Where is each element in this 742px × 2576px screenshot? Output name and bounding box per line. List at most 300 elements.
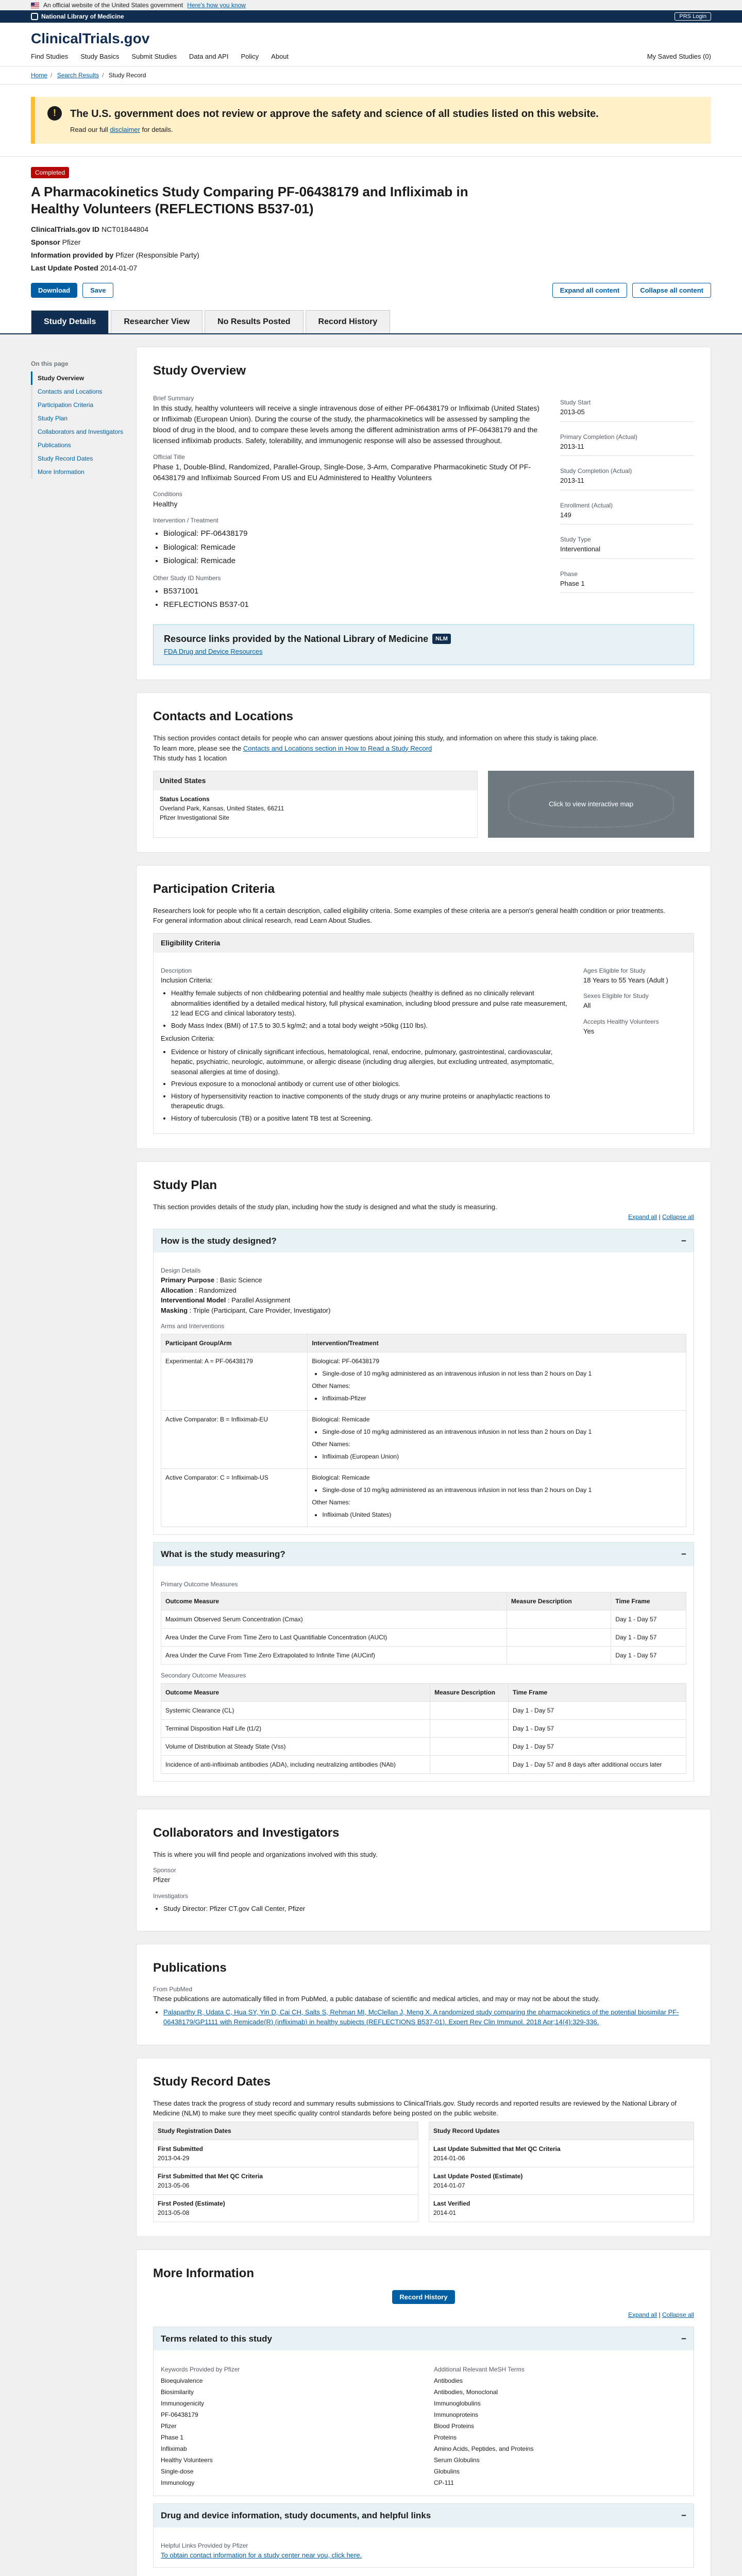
breadcrumb-search-results[interactable]: Search Results <box>57 71 99 79</box>
arm-cell: Active Comparator: C = Infliximab-US <box>161 1469 308 1527</box>
mesh-item: Blood Proteins <box>434 2422 475 2430</box>
table-row <box>429 2194 694 2222</box>
breadcrumb <box>0 66 742 84</box>
helpful-links-label: Helpful Links Provided by Pfizer <box>161 2541 248 2549</box>
intervention-item: • Biological: Remicade <box>163 542 539 554</box>
location-count: This study has 1 location <box>153 754 227 762</box>
us-flag-icon <box>31 3 39 8</box>
brief-summary: In this study, healthy volunteers will receive a single intravenous dose of either PF-06438179 or Infliximab (United States) or Infliximab (European Union). During the course of the study, the pharmacokinetics will be assessed by sampling the blood of drug in the blood, and to compare these levels among the different administration arms of PF-06438179 and the licensed infliximab products. Safety, tolerability, and immunogenic response will also be assessed throughout. <box>153 404 539 445</box>
table-row <box>161 1737 686 1755</box>
outcome-timeframe: Day 1 - Day 57 <box>611 1628 686 1646</box>
tab-record-history[interactable]: Record History <box>306 310 391 333</box>
disclaimer-section <box>0 84 742 157</box>
mesh-item: Antibodies <box>434 2377 463 2384</box>
info-label: Information provided by <box>31 251 114 259</box>
disclaimer-body <box>70 125 599 135</box>
table-row <box>161 1469 686 1527</box>
outcome-measure: Incidence of anti-infliximab antibodies (ADA), including neutralizing antibodies (NAb) <box>161 1755 430 1773</box>
fact-study-start <box>560 387 694 422</box>
design-row: Masking : Triple (Participant, Care Provider, Investigator) <box>161 1306 331 1314</box>
page-toc <box>31 347 124 2576</box>
keyword-item: Immunology <box>161 2479 195 2486</box>
location-city: Overland Park, Kansas, United States, 66211 <box>160 804 284 812</box>
nct-id-label: ClinicalTrials.gov ID <box>31 225 100 233</box>
intervention-detail-list <box>312 1369 682 1378</box>
table-header: Intervention/Treatment <box>308 1334 686 1352</box>
outcome-measure: Area Under the Curve From Time Zero to Last Quantifiable Concentration (AUCt) <box>161 1628 507 1646</box>
nlm-resources <box>153 624 694 666</box>
nav-saved-studies[interactable]: My Saved Studies (0) <box>647 53 711 60</box>
date-key: First Submitted <box>158 2145 204 2153</box>
more-info-section <box>136 2249 711 2576</box>
nlm-badge: NLM <box>432 634 451 645</box>
mesh-item: Immunoproteins <box>434 2411 479 2418</box>
keyword-item: Single-dose <box>161 2468 194 2475</box>
drug-info-heading: Drug and device information, study documents, and helpful links <box>161 2511 431 2520</box>
intervention-name: Biological: Remicade <box>312 1416 370 1423</box>
plan-intro: This section provides details of the study plan, including how the study is designed and what the study is measuring. <box>153 1203 497 1211</box>
tab-researcher-view[interactable]: Researcher View <box>111 310 203 333</box>
download-button[interactable]: Download <box>31 283 77 298</box>
other-names-label: Other Names: <box>312 1382 351 1389</box>
location-row <box>154 790 477 826</box>
info-line <box>31 250 711 261</box>
date-value: 2013-05-08 <box>158 2209 190 2216</box>
outcome-measure: Volume of Distribution at Steady State (Vss) <box>161 1737 430 1755</box>
overview-facts <box>560 387 694 614</box>
toc-item-plan[interactable]: Study Plan <box>31 412 124 425</box>
investigators-list <box>153 1904 694 1914</box>
date-key: First Posted (Estimate) <box>158 2199 225 2207</box>
other-name: • Infliximab (United States) <box>322 1510 682 1519</box>
action-bar <box>31 276 711 305</box>
minus-icon: − <box>681 1235 686 1246</box>
keyword-item: Healthy Volunteers <box>161 2456 213 2464</box>
table-header: Time Frame <box>509 1683 686 1701</box>
keyword-item: Infliximab <box>161 2445 187 2452</box>
date-key: Last Update Submitted that Met QC Criteria <box>433 2145 561 2153</box>
intervention-detail-list <box>312 1485 682 1495</box>
design-heading: How is the study designed? <box>161 1235 277 1246</box>
exclusion-item: • History of tuberculosis (TB) or a positive latent TB test at Screening. <box>171 1113 568 1124</box>
fact-value: 2013-11 <box>560 442 584 450</box>
record-history-button[interactable]: Record History <box>392 2290 454 2304</box>
participation-section <box>136 865 711 1149</box>
fact-study-completion <box>560 456 694 490</box>
date-value: 2013-04-29 <box>158 2154 190 2162</box>
outcome-measure: Area Under the Curve From Time Zero Extrapolated to Infinite Time (AUCinf) <box>161 1646 507 1664</box>
registration-dates <box>153 2119 418 2222</box>
more-heading: More Information <box>153 2266 254 2280</box>
toc-item-collaborators[interactable]: Collaborators and Investigators <box>31 425 124 438</box>
pubs-from-label: From PubMed <box>153 1986 193 1993</box>
overview-left <box>153 387 539 614</box>
outcome-description <box>430 1737 509 1755</box>
main-layout <box>0 334 742 2576</box>
pubs-intro: These publications are automatically filled in from PubMed, a public database of scientific and medical articles, and may or may not be about the study. <box>153 1995 600 2003</box>
table-row <box>161 1628 686 1646</box>
ages-label: Ages Eligible for Study <box>583 967 646 974</box>
dates-heading: Study Record Dates <box>153 2074 271 2089</box>
outcome-description <box>507 1610 611 1628</box>
pubs-heading: Publications <box>153 1961 227 1975</box>
plan-collapse-all[interactable]: Collapse all <box>662 1213 694 1221</box>
table-header-row <box>161 1683 686 1701</box>
publication-item <box>163 2007 694 2027</box>
intervention-detail: • Single-dose of 10 mg/kg administered as an intravenous infusion in not less than 2 hours on Day 1 <box>322 1427 682 1436</box>
collaborators-section <box>136 1809 711 1932</box>
drug-info-accordion <box>153 2503 694 2568</box>
design-value: Basic Science <box>220 1276 262 1284</box>
arm-cell: Active Comparator: B = Infliximab-EU <box>161 1411 308 1469</box>
fact-label: Study Start <box>560 399 591 406</box>
toc-item-contacts[interactable]: Contacts and Locations <box>31 385 124 398</box>
design-value: Parallel Assignment <box>231 1296 291 1304</box>
terms-accordion <box>153 2327 694 2497</box>
table-header: Outcome Measure <box>161 1592 507 1610</box>
sponsor-line <box>31 237 711 248</box>
collab-inv-label: Investigators <box>153 1892 189 1900</box>
secondary-outcomes-label: Secondary Outcome Measures <box>161 1671 246 1679</box>
outcome-timeframe: Day 1 - Day 57 <box>611 1610 686 1628</box>
nlm-logo-icon <box>31 13 38 20</box>
mesh-item: Immunoglobulins <box>434 2400 481 2407</box>
healthy-label: Accepts Healthy Volunteers <box>583 1018 659 1025</box>
design-accordion-header[interactable] <box>154 1229 694 1253</box>
outcome-measure: Maximum Observed Serum Concentration (Cmax) <box>161 1610 507 1628</box>
minus-icon: − <box>681 1549 686 1559</box>
disclaimer-alert <box>31 97 711 144</box>
dates-intro: These dates track the progress of study record and summary results submissions to ClinicalTrials.gov. Study records and reported results are reviewed by the National Library of Medicine (NLM) to make sure they meet specific quality control standards before being posted on the public website. <box>153 2099 677 2117</box>
helpful-link[interactable]: To obtain contact information for a study center near you, click here. <box>161 2551 362 2559</box>
overview-body <box>153 387 694 614</box>
minus-icon: − <box>681 2511 686 2520</box>
other-names-label: Other Names: <box>312 1440 351 1448</box>
table-header-row <box>161 1592 686 1610</box>
toc-item-overview[interactable]: Study Overview <box>31 371 124 385</box>
disclaimer-suffix: for details. <box>142 125 173 133</box>
condition-item: Healthy <box>153 500 178 508</box>
collab-heading: Collaborators and Investigators <box>153 1825 340 1840</box>
update-value: 2014-01-07 <box>100 264 138 272</box>
collapse-all-button[interactable]: Collapse all content <box>632 283 711 298</box>
table-header-row <box>429 2122 694 2140</box>
contacts-heading: Contacts and Locations <box>153 709 294 723</box>
toc-item-dates[interactable]: Study Record Dates <box>31 452 124 465</box>
date-value: 2014-01-07 <box>433 2181 465 2189</box>
content <box>136 347 711 2576</box>
registration-table <box>153 2122 418 2222</box>
interventions-label: Intervention / Treatment <box>153 517 218 524</box>
fact-label: Enrollment (Actual) <box>560 501 613 509</box>
toc-item-participation[interactable]: Participation Criteria <box>31 398 124 412</box>
tab-study-details[interactable]: Study Details <box>31 310 109 333</box>
locations-box <box>153 771 694 838</box>
status-badge: Completed <box>31 167 69 178</box>
interventions-list <box>153 528 539 567</box>
contacts-learn-link[interactable]: Contacts and Locations section in How to Read a Study Record <box>243 744 432 752</box>
secondary-outcomes-table <box>161 1683 686 1774</box>
table-header-row <box>154 2122 418 2140</box>
fact-label: Phase <box>560 570 578 578</box>
nlm-bar <box>0 10 742 23</box>
dates-columns <box>153 2119 694 2222</box>
contacts-learn <box>153 743 694 754</box>
record-tabs <box>0 310 742 334</box>
contacts-section <box>136 692 711 853</box>
exclusion-label: Exclusion Criteria: <box>161 1035 215 1042</box>
disclaimer-link[interactable]: disclaimer <box>110 125 140 133</box>
fact-value: Interventional <box>560 545 601 553</box>
fact-primary-completion <box>560 422 694 456</box>
resources-title: Resource links provided by the National Library of Medicine <box>164 633 429 644</box>
site-title[interactable]: ClinicalTrials.gov <box>31 30 150 46</box>
outcome-timeframe: Day 1 - Day 57 <box>509 1719 686 1737</box>
outcome-description <box>430 1755 509 1773</box>
other-ids-label: Other Study ID Numbers <box>153 574 221 582</box>
arm-cell: Experimental: A = PF-06438179 <box>161 1352 308 1411</box>
terms-accordion-header[interactable] <box>154 2327 694 2351</box>
design-key: Primary Purpose <box>161 1276 215 1284</box>
study-plan-section <box>136 1161 711 1797</box>
outcome-timeframe: Day 1 - Day 57 and 8 days after additional occurs later <box>509 1755 686 1773</box>
fact-value: 2013-05 <box>560 408 585 416</box>
design-value: Triple (Participant, Care Provider, Investigator) <box>193 1306 331 1314</box>
drug-info-accordion-header[interactable] <box>154 2504 694 2528</box>
keyword-item: PF-06438179 <box>161 2411 198 2418</box>
nav-submit-studies[interactable]: Submit Studies <box>131 53 177 60</box>
nav-study-basics[interactable]: Study Basics <box>80 53 120 60</box>
measure-body <box>154 1566 694 1781</box>
other-name: • Infliximab-Pfizer <box>322 1394 682 1403</box>
outcome-description <box>430 1701 509 1719</box>
outcome-timeframe: Day 1 - Day 57 <box>509 1701 686 1719</box>
nav-data-api[interactable]: Data and API <box>189 53 229 60</box>
outcome-measure: Terminal Disposition Half Life (t1/2) <box>161 1719 430 1737</box>
design-key: Allocation <box>161 1286 193 1294</box>
fda-resources-link[interactable]: FDA Drug and Device Resources <box>164 647 263 655</box>
more-collapse-all[interactable]: Collapse all <box>662 2311 694 2318</box>
mesh-item: Globulins <box>434 2468 460 2475</box>
mesh-item: Proteins <box>434 2434 457 2441</box>
more-expand-all[interactable]: Expand all <box>628 2311 657 2318</box>
collab-sponsor-label: Sponsor <box>153 1867 176 1874</box>
fact-enrollment <box>560 490 694 525</box>
resources-heading[interactable] <box>164 632 683 646</box>
design-body <box>154 1252 694 1534</box>
mesh-label: Additional Relevant MeSH Terms <box>434 2366 525 2373</box>
design-row: Primary Purpose : Basic Science <box>161 1276 262 1284</box>
location-country: United States <box>154 771 477 790</box>
tab-no-results[interactable]: No Results Posted <box>205 310 303 333</box>
other-ids-list <box>153 586 539 611</box>
date-cell <box>154 2194 418 2222</box>
inclusion-label: Inclusion Criteria: <box>161 976 213 984</box>
description-label: Description <box>161 967 192 974</box>
measure-accordion-header[interactable] <box>154 1543 694 1566</box>
nav-find-studies[interactable]: Find Studies <box>31 53 69 60</box>
outcome-timeframe: Day 1 - Day 57 <box>611 1646 686 1664</box>
expand-all-button[interactable]: Expand all content <box>552 283 628 298</box>
investigator-item: • Study Director: Pfizer CT.gov Call Center, Pfizer <box>163 1904 694 1914</box>
location-map[interactable] <box>488 771 694 838</box>
intervention-item: • Biological: Remicade <box>163 555 539 567</box>
save-button[interactable]: Save <box>82 283 113 298</box>
drug-info-body <box>154 2528 694 2568</box>
outcome-description <box>430 1719 509 1737</box>
mesh-column <box>434 2358 686 2488</box>
outcome-description <box>507 1628 611 1646</box>
publication-link[interactable]: Palaparthy R, Udata C, Hua SY, Yin D, Cai CH, Salts S, Rehman MI, McClellan J, Meng X. A randomized study comparing the pharmacokinetics of the potential biosimilar PF-06438179/GP1111 with Remicade(R) (infliximab) in healthy subjects (REFLECTIONS B537-01). Expert Rev Clin Immunol. 2018 Apr;14(4):329-336. <box>163 2008 679 2026</box>
date-cell <box>154 2167 418 2194</box>
inclusion-list <box>161 988 568 1030</box>
eligibility-description <box>161 960 568 1127</box>
date-key: First Submitted that Met QC Criteria <box>158 2172 263 2180</box>
ages-value: 18 Years to 55 Years (Adult ) <box>583 976 668 984</box>
record-history-wrap <box>153 2290 694 2304</box>
disclaimer-prefix: Read our full <box>70 125 108 133</box>
sponsor-value: Pfizer <box>62 238 81 246</box>
more-tools: Expand all | Collapse all <box>628 2311 694 2318</box>
arms-label: Arms and Interventions <box>161 1323 225 1330</box>
toc-item-publications[interactable]: Publications <box>31 438 124 452</box>
mesh-item: CP-111 <box>434 2479 454 2486</box>
table-row <box>429 2140 694 2167</box>
warning-icon: ! <box>47 106 62 121</box>
measure-accordion <box>153 1542 694 1782</box>
date-cell <box>429 2167 694 2194</box>
update-line <box>31 263 711 274</box>
intervention-name: Biological: PF-06438179 <box>312 1358 380 1365</box>
table-row <box>161 1755 686 1773</box>
participation-general: For general information about clinical research, read Learn About Studies. <box>153 917 372 924</box>
map-label: Click to view interactive map <box>549 800 633 808</box>
keyword-item: Pfizer <box>161 2422 177 2430</box>
sexes-label: Sexes Eligible for Study <box>583 992 649 999</box>
design-details-label: Design Details <box>161 1267 201 1274</box>
table-header: Measure Description <box>430 1683 509 1701</box>
nlm-logo[interactable] <box>31 12 124 21</box>
table-row <box>154 2140 418 2167</box>
table-header: Study Registration Dates <box>154 2122 418 2140</box>
primary-outcomes-table <box>161 1592 686 1665</box>
gov-banner <box>0 0 742 10</box>
exclusion-item: • Evidence or history of clinically significant infectious, hematological, renal, endocrine, pulmonary, gastrointestinal, cardiovascular, hepatic, psychiatric, neurologic, autoimmune, or allergic disease (including drug allergies, but excluding untreated, asymptomatic, seasonal allergies at time of dosing). <box>171 1047 568 1077</box>
inclusion-item: • Body Mass Index (BMI) of 17.5 to 30.5 kg/m2; and a total body weight >50kg (110 lbs). <box>171 1021 568 1031</box>
intervention-item: • Biological: PF-06438179 <box>163 528 539 540</box>
design-key: Masking <box>161 1306 188 1314</box>
plan-expand-all[interactable]: Expand all <box>628 1213 657 1221</box>
collab-intro: This is where you will find people and organizations involved with this study. <box>153 1850 378 1858</box>
nlm-name: National Library of Medicine <box>41 13 124 20</box>
location-name: Pfizer Investigational Site <box>160 814 229 821</box>
fact-phase <box>560 559 694 594</box>
table-row <box>154 2194 418 2222</box>
design-value: Randomized <box>198 1286 237 1294</box>
design-accordion <box>153 1229 694 1535</box>
update-label: Last Update Posted <box>31 264 98 272</box>
conditions-label: Conditions <box>153 490 182 498</box>
table-header: Time Frame <box>611 1592 686 1610</box>
other-names-list <box>312 1510 682 1519</box>
measure-heading: What is the study measuring? <box>161 1549 285 1559</box>
fact-label: Study Type <box>560 536 591 543</box>
table-header-row <box>161 1334 686 1352</box>
date-value: 2013-05-06 <box>158 2181 190 2189</box>
nav-policy[interactable]: Policy <box>241 53 259 60</box>
participation-heading: Participation Criteria <box>153 882 275 896</box>
plan-tools: Expand all | Collapse all <box>628 1213 694 1221</box>
update-dates <box>429 2119 694 2222</box>
sponsor-label: Sponsor <box>31 238 60 246</box>
study-header <box>0 157 742 310</box>
toc-item-more-info[interactable]: More Information <box>31 465 124 479</box>
other-id-item: • B5371001 <box>163 586 539 598</box>
date-cell <box>429 2140 694 2167</box>
intervention-detail-list <box>312 1427 682 1436</box>
date-cell <box>154 2140 418 2167</box>
keywords-column <box>161 2358 413 2488</box>
table-row <box>161 1701 686 1719</box>
nct-id <box>31 224 711 235</box>
prs-login-button[interactable]: PRS Login <box>674 12 711 21</box>
official-title-label: Official Title <box>153 453 185 461</box>
keyword-item: Immunogenicity <box>161 2400 205 2407</box>
publications-list <box>153 2007 694 2027</box>
outcome-timeframe: Day 1 - Day 57 <box>509 1737 686 1755</box>
primary-outcomes-label: Primary Outcome Measures <box>161 1580 238 1588</box>
exclusion-item: • Previous exposure to a monoclonal antibody or current use of other biologics. <box>171 1079 568 1089</box>
updates-table <box>429 2122 694 2222</box>
nct-id-value: NCT01844804 <box>101 225 148 233</box>
terms-body <box>154 2350 694 2496</box>
gov-banner-text: An official website of the United States government <box>43 2 183 9</box>
nav-spacer <box>301 52 635 62</box>
breadcrumb-home[interactable]: Home <box>31 71 48 79</box>
toc-title: On this page <box>31 360 69 367</box>
intervention-name: Biological: Remicade <box>312 1474 370 1481</box>
breadcrumb-current: Study Record <box>108 71 146 79</box>
table-row <box>161 1646 686 1664</box>
gov-banner-link[interactable]: Here's how you know <box>187 2 246 9</box>
brief-summary-label: Brief Summary <box>153 395 194 402</box>
official-title: Phase 1, Double-Blind, Randomized, Parallel-Group, Single-Dose, 3-Arm, Comparative Pharmacokinetic Study Of PF-06438179 and Infliximab Sourced From US and EU Administered to Healthy Volunteers <box>153 463 531 482</box>
study-title: A Pharmacokinetics Study Comparing PF-06438179 and Infliximab in Healthy Volunteers (REFLECTIONS B537-01) <box>31 184 468 216</box>
intervention-detail: • Single-dose of 10 mg/kg administered as an intravenous infusion in not less than 2 hours on Day 1 <box>322 1369 682 1378</box>
table-header: Study Record Updates <box>429 2122 694 2140</box>
contacts-intro: This section provides contact details for people who can answer questions about joining this study, and information on where this study is taking place. <box>153 734 599 742</box>
design-row: Interventional Model : Parallel Assignment <box>161 1296 291 1304</box>
other-names-label: Other Names: <box>312 1499 351 1506</box>
eligibility-box <box>153 933 694 1134</box>
table-header: Measure Description <box>507 1592 611 1610</box>
other-names-list <box>312 1394 682 1403</box>
intervention-cell <box>308 1411 686 1469</box>
design-key: Interventional Model <box>161 1296 226 1304</box>
other-names-list <box>312 1452 682 1461</box>
fact-value: 2013-11 <box>560 477 584 484</box>
other-name: • Infliximab (European Union) <box>322 1452 682 1461</box>
fact-value: 149 <box>560 511 571 519</box>
plan-heading: Study Plan <box>153 1178 217 1192</box>
fact-label: Primary Completion (Actual) <box>560 433 638 440</box>
breadcrumb-separator: / <box>102 71 104 79</box>
nav-about[interactable]: About <box>271 53 289 60</box>
info-value: Pfizer (Responsible Party) <box>115 251 199 259</box>
locations-label: Status Locations <box>160 795 210 803</box>
locations-list <box>153 771 478 838</box>
design-row: Allocation : Randomized <box>161 1286 237 1294</box>
